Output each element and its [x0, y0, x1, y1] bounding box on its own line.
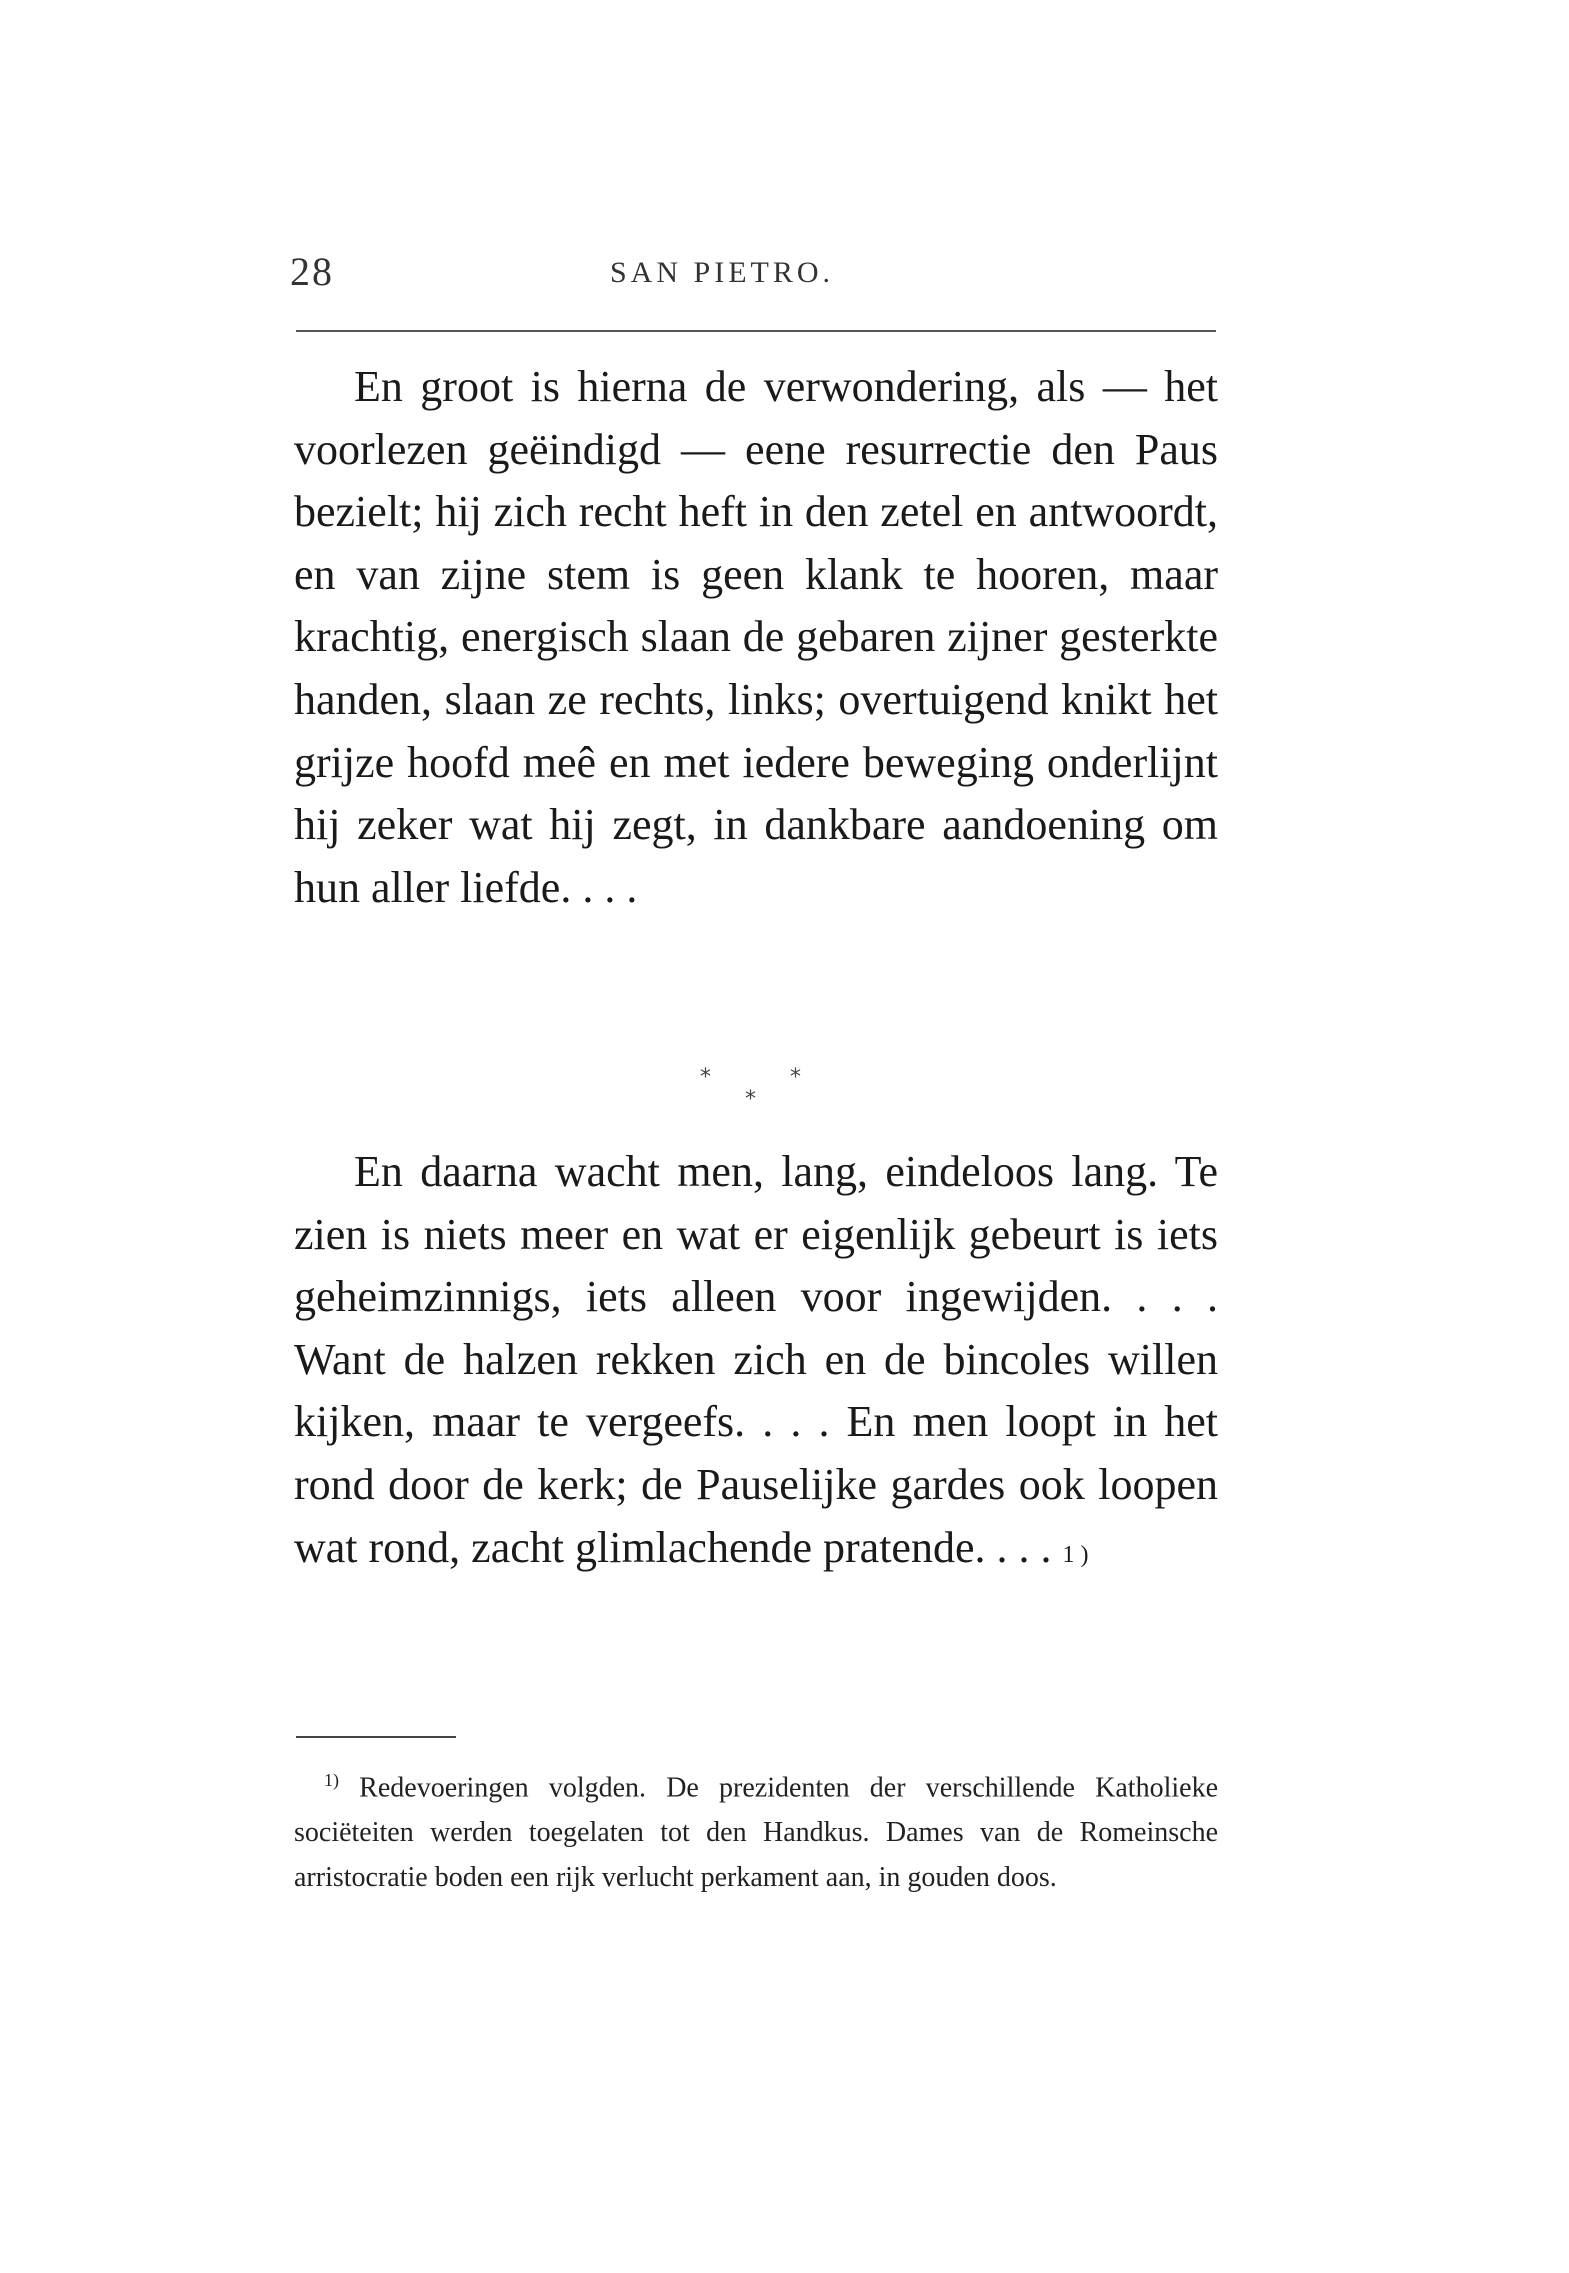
asterisk-icon: *	[790, 1065, 801, 1090]
paragraph-1: En groot is hierna de verwondering, als — het voorlezen geëindigd — eene resurrectie den Paus bezielt; hij zich recht heft in den zetel en antwoordt, en van zijne stem is geen klank te hooren, maar krachtig, energisch slaan de gebaren zijner gesterkte handen, slaan ze rechts, links; overtuigend knikt het grijze hoofd meê en met iedere beweging onderlijnt hij zeker wat hij zegt, in dankbare aandoening om hun aller liefde. . . .	[294, 362, 1218, 912]
paragraph-2-text: En daarna wacht men, lang, eindeloos lang. Te zien is niets meer en wat er eigenlijk gebeurt is iets geheimzinnigs, iets alleen voor ingewijden. . . . Want de halzen rekken zich en de bincoles willen kijken, maar te vergeefs. . . . En men loopt in het rond door de kerk; de Pauselijke gardes ook loopen wat rond, zacht glimlachende pratende. . . .	[294, 1147, 1218, 1572]
asterism-divider	[690, 1055, 820, 1115]
header-rule	[296, 330, 1216, 332]
paragraph-2	[294, 1141, 1218, 1586]
paragraph-2-block	[294, 1141, 1218, 1586]
paragraph-1-block	[294, 356, 1218, 919]
page-number: 28	[290, 249, 334, 294]
footnote	[294, 1758, 1218, 1900]
footnote-reference[interactable]: 1 )	[1062, 1541, 1089, 1568]
footnote-rule	[296, 1736, 456, 1738]
asterisk-icon: *	[745, 1087, 756, 1112]
running-title: SAN PIETRO.	[610, 256, 835, 289]
running-head	[290, 248, 1214, 298]
footnote-text: Redevoeringen volgden. De prezidenten der verschillende Katholieke sociëteiten werden toegelaten tot den Handkus. Dames van de Romeinsche arristocratie boden een rijk verlucht perkament aan, in gouden doos.	[294, 1772, 1218, 1894]
footnote-marker: 1)	[324, 1770, 339, 1790]
asterisk-icon: *	[700, 1065, 711, 1090]
